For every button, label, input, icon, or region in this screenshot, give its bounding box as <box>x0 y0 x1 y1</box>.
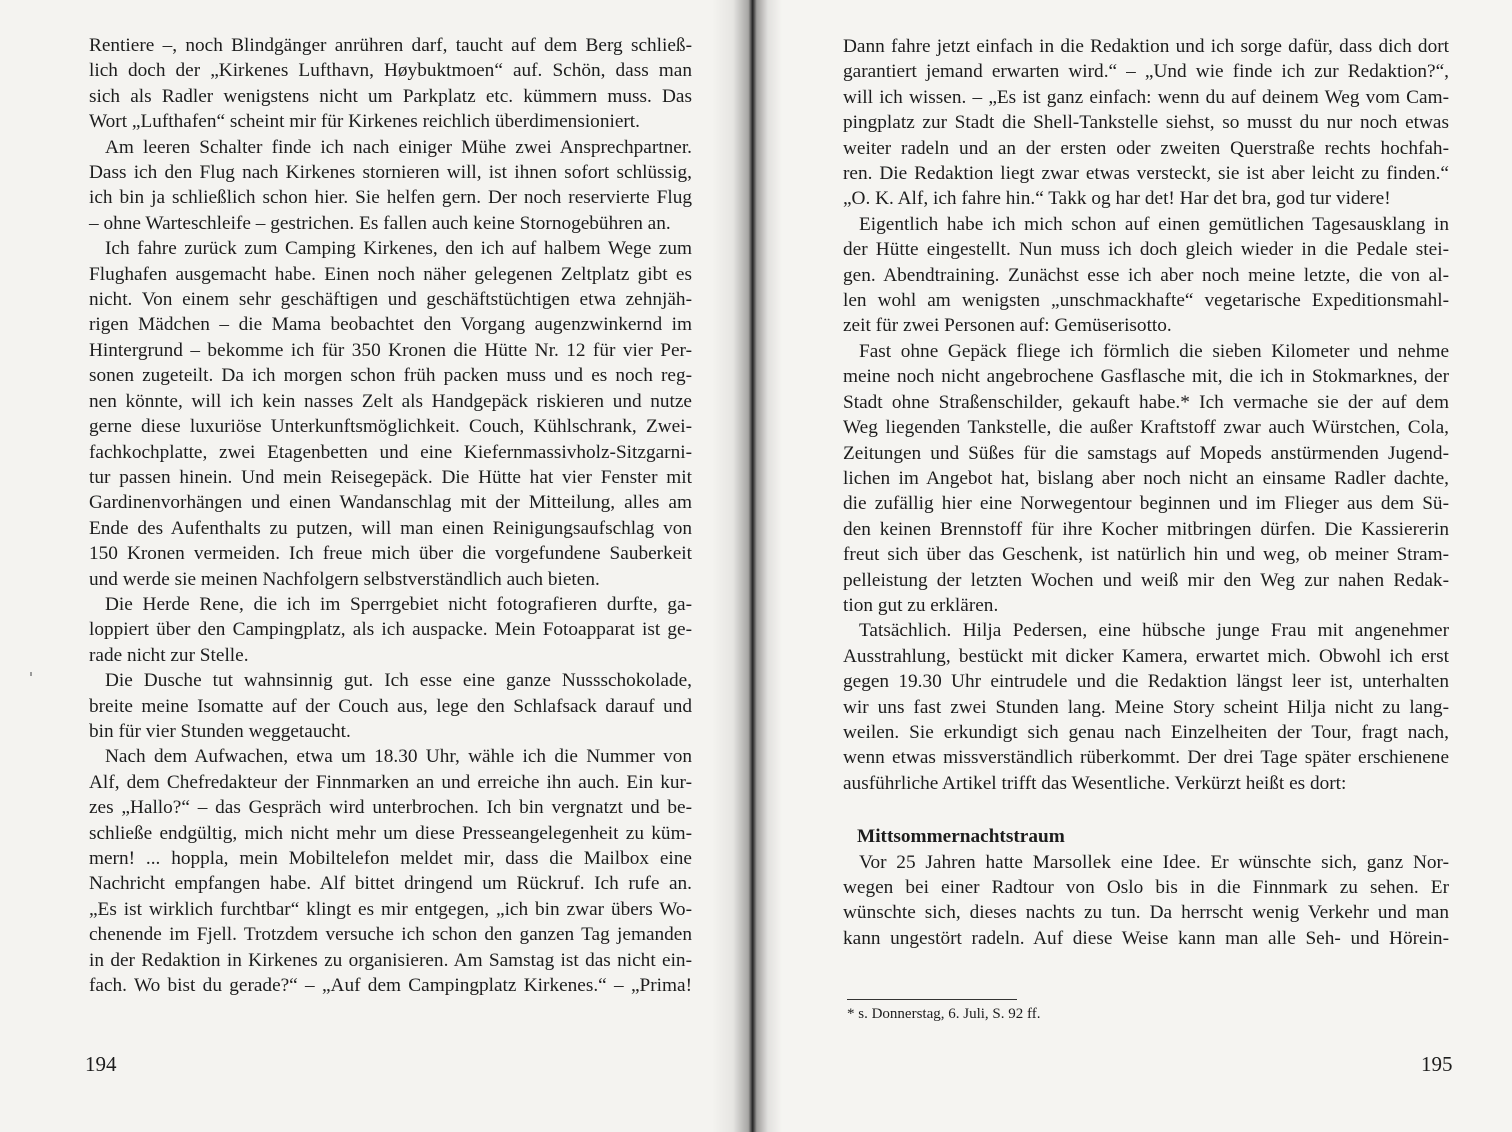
text-line: die zufällig hier eine Norwegentour beginnen und im Flieger aus dem Sü- <box>843 493 1449 515</box>
text-line: breite meine Isomatte auf der Couch aus, lege den Schlafsack darauf und <box>89 695 692 717</box>
text-line: zes „Hallo?“ – das Gespräch wird unterbrochen. Ich bin vergnatzt und be- <box>89 797 692 819</box>
text-line: Am leeren Schalter finde ich nach einiger Mühe zwei Ansprechpartner. <box>105 136 692 158</box>
text-line: Stadt ohne Straßenschilder, gekauft habe.* Ich vermache sie der auf dem <box>843 391 1449 413</box>
text-line: schließe endgültig, mich nicht mehr um diese Presseangelegenheit zu küm- <box>89 822 692 844</box>
text-line: chenende im Fjell. Trotzdem versuche ich schon den ganzen Tag jemanden <box>89 924 692 946</box>
book-gutter <box>712 0 782 1132</box>
text-line: Ende des Aufenthalts zu putzen, will man einen Reinigungsaufschlag von <box>89 517 692 539</box>
text-line: garantiert jemand erwarten wird.“ – „Und wie finde ich zur Redaktion?“, <box>843 61 1449 83</box>
text-line: fachkochplatte, zwei Etagenbetten und eine Kiefernmassivholz-Sitzgarni- <box>89 441 692 463</box>
text-line: Weg liegenden Tankstelle, die außer Kraftstoff zwar auch Würstchen, Cola, <box>843 417 1449 439</box>
text-line: wünschte sich, dieses nachts zu tun. Da herrscht wenig Verkehr und man <box>843 902 1449 924</box>
text-line: nicht. Von einem sehr geschäftigen und geschäftstüchtigen etwa zehnjäh- <box>89 289 692 311</box>
text-line: meine noch nicht angebrochene Gasflasche mit, die ich in Stokmarknes, der <box>843 366 1449 388</box>
text-line: mern! ... hoppla, mein Mobiltelefon meldet mir, dass die Mailbox eine <box>89 848 692 869</box>
text-line: gen. Abendtraining. Zunächst esse ich aber noch meine letzte, die von al- <box>843 264 1449 286</box>
text-line: wegen bei einer Radtour von Oslo bis in die Finnmark zu sehen. Er <box>843 877 1449 898</box>
text-line: Flughafen ausgemacht habe. Einen noch näher gelegenen Zeltplatz gibt es <box>89 263 692 285</box>
text-line: Gardinenvorhängen und einen Wandanschlag mit der Mitteilung, alles am <box>89 492 692 514</box>
right-page <box>745 0 1512 1132</box>
text-line: pelleistung der letzten Wochen und weiß mir den Weg zur nahen Redak- <box>843 569 1449 591</box>
margin-mark <box>30 672 32 676</box>
text-line: nen könnte, will ich kein nasses Zelt als Handgepäck riskieren und nutze <box>89 390 692 412</box>
text-line: Die Herde Rene, die ich im Sperrgebiet nicht fotografieren durfte, ga- <box>105 593 692 615</box>
text-line: fach. Wo bist du gerade?“ – „Auf dem Campingplatz Kirkenes.“ – „Prima! <box>89 975 692 997</box>
text-line: der Hütte eingestellt. Nun muss ich doch gleich wieder in die Pedale stei- <box>843 239 1449 261</box>
right-page-body <box>843 34 1449 951</box>
text-line: Tatsächlich. Hilja Pedersen, eine hübsche junge Frau mit angenehmer <box>859 620 1449 642</box>
left-page <box>0 0 745 1132</box>
text-line: bin für vier Stunden weggetaucht. <box>89 720 351 742</box>
text-line: pingplatz zur Stadt die Shell-Tankstelle siehst, so musst du nur noch etwas <box>843 112 1449 134</box>
text-line: „Es ist wirklich furchtbar“ klingt es mir entgegen, „ich bin zwar übers Wo- <box>89 898 692 920</box>
text-line: ich bin ja schließlich schon hier. Sie helfen gern. Der noch reservierte Flug <box>89 187 692 209</box>
text-line: Ausstrahlung, bestückt mit dicker Kamera, erwartet mich. Obwohl ich erst <box>843 645 1449 667</box>
text-line: gegen 19.30 Uhr eintrudele und die Redaktion längst leer ist, unterhalten <box>843 671 1449 693</box>
text-line: sich als Radler wenigstens nicht um Parkplatz etc. kümmern muss. Das <box>89 85 692 107</box>
text-line: Rentiere –, noch Blindgänger anrühren darf, taucht auf dem Berg schließ- <box>89 35 692 56</box>
text-line: Dass ich den Flug nach Kirkenes stornieren will, ist ihnen sofort schlüssig, <box>89 162 692 184</box>
text-line: wir uns fast zwei Stunden lang. Meine Story scheint Hilja nicht zu lang- <box>843 696 1449 718</box>
text-line: Ich fahre zurück zum Camping Kirkenes, den ich auf halbem Wege zum <box>105 238 692 260</box>
text-line: len wohl am wenigsten „unschmackhafte“ vegetarische Expeditionsmahl- <box>843 290 1449 312</box>
footnote-rule <box>847 999 1017 1000</box>
text-line: sonen zugeteilt. Da ich morgen schon früh packen muss und es noch reg- <box>89 365 692 387</box>
footnote: * s. Donnerstag, 6. Juli, S. 92 ff. <box>847 1006 1041 1022</box>
text-line: „O. K. Alf, ich fahre hin.“ Takk og har det! Har det bra, god tur videre! <box>843 188 1391 210</box>
text-line: und werde sie meinen Nachfolgern selbstverständlich auch bieten. <box>89 568 600 590</box>
left-page-body <box>89 33 692 998</box>
text-line: Hintergrund – bekomme ich für 350 Kronen die Hütte Nr. 12 für vier Per- <box>89 339 692 361</box>
text-line: lichen im Angebot hat, bislang aber noch nicht an einsame Radler dachte, <box>843 467 1449 489</box>
text-line: Vor 25 Jahren hatte Marsollek eine Idee. Er wünschte sich, ganz Nor- <box>859 851 1449 873</box>
text-line: 150 Kronen vermeiden. Ich freue mich über die vorgefundene Sauberkeit <box>89 543 692 565</box>
text-line: ren. Die Redaktion liegt zwar etwas versteckt, sie ist aber leicht zu finden.“ <box>843 163 1449 185</box>
text-line: Nach dem Aufwachen, etwa um 18.30 Uhr, wähle ich die Nummer von <box>105 746 692 768</box>
page-number-right: 195 <box>1421 1052 1453 1076</box>
text-line: ausführliche Artikel trifft das Wesentliche. Verkürzt heißt es dort: <box>843 772 1347 794</box>
text-line: freut sich über das Geschenk, ist natürlich hin und weg, ob meiner Stram- <box>843 544 1449 566</box>
text-line: zeit für zwei Personen auf: Gemüserisotto. <box>843 315 1172 337</box>
text-line: Die Dusche tut wahnsinnig gut. Ich esse eine ganze Nussschokolade, <box>105 670 692 692</box>
section-heading: Mittsommernachtstraum <box>857 826 1065 848</box>
text-line: Alf, dem Chefredakteur der Finnmarken an und erreiche ihn auch. Ein kur- <box>89 771 692 793</box>
text-line: weiter radeln und an der ersten oder zweiten Querstraße rechts hochfah- <box>843 137 1449 159</box>
page-number-left: 194 <box>85 1052 117 1076</box>
text-line: Eigentlich habe ich mich schon auf einen gemütlichen Tagesausklang in <box>859 213 1449 235</box>
text-line: will ich wissen. – „Es ist ganz einfach: wenn du auf deinem Weg vom Cam- <box>843 86 1449 108</box>
text-line: den keinen Brennstoff für ihre Kocher mitbringen dürfen. Die Kassiererin <box>843 518 1449 540</box>
text-line: tur passen hinein. Und mein Reisegepäck. Die Hütte hat vier Fenster mit <box>89 466 692 488</box>
text-line: Zeitungen und Süßes für die samstags auf Mopeds anstürmenden Jugend- <box>843 442 1449 464</box>
text-line: rigen Mädchen – die Mama beobachtet den Vorgang augenzwinkernd im <box>89 314 692 336</box>
text-line: weilen. Sie erkundigt sich genau nach Einzelheiten der Tour, fragt nach, <box>843 721 1449 743</box>
text-line: – ohne Warteschleife – gestrichen. Es fallen auch keine Stornogebühren an. <box>89 212 671 234</box>
text-line: Dann fahre jetzt einfach in die Redaktion und ich sorge dafür, dass dich dort <box>843 36 1449 57</box>
text-line: tion gut zu erklären. <box>843 594 999 616</box>
text-line: in der Redaktion in Kirkenes zu organisieren. Am Samstag ist das nicht ein- <box>89 949 692 971</box>
text-line: lich doch der „Kirkenes Lufthavn, Høybuktmoen“ auf. Schön, dass man <box>89 60 692 82</box>
text-line: wenn etwas missverständlich rüberkommt. Der drei Tage später erschienene <box>843 747 1449 769</box>
text-line: kann ungestört radeln. Auf diese Weise kann man alle Seh- und Hörein- <box>843 927 1449 949</box>
text-line: Nachricht empfangen habe. Alf bittet dringend um Rückruf. Ich rufe an. <box>89 873 692 895</box>
text-line: loppiert über den Campingplatz, als ich auspacke. Mein Fotoapparat ist ge- <box>89 619 692 641</box>
text-line: Wort „Lufthafen“ scheint mir für Kirkenes reichlich überdimensioniert. <box>89 111 640 133</box>
text-line: gerne diese luxuriöse Unterkunftsmöglichkeit. Couch, Kühlschrank, Zwei- <box>89 416 692 438</box>
text-line: rade nicht zur Stelle. <box>89 644 249 666</box>
text-line: Fast ohne Gepäck fliege ich förmlich die sieben Kilometer und nehme <box>859 340 1449 362</box>
